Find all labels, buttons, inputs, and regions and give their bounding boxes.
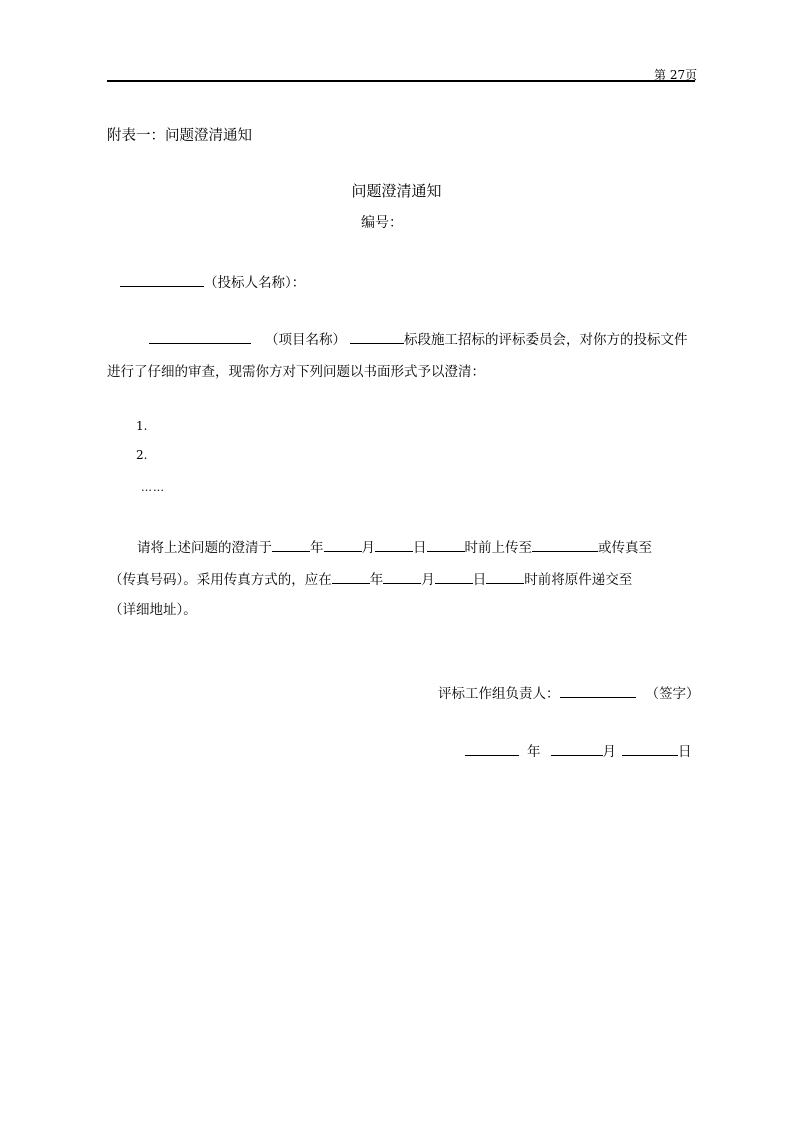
signature-line <box>438 682 700 702</box>
deadline-lead: 请将上述问题的澄清于 <box>137 540 272 556</box>
upload-destination-blank[interactable] <box>532 537 598 552</box>
question-item-1: 1. <box>136 419 148 433</box>
deliver-day-blank[interactable] <box>435 569 473 584</box>
upload-year-blank[interactable] <box>272 537 310 552</box>
bidder-name-blank[interactable] <box>120 272 204 287</box>
date-day-blank[interactable] <box>622 741 678 756</box>
day-label: 日 <box>413 540 427 556</box>
upload-month-blank[interactable] <box>324 537 362 552</box>
deadline-line-2 <box>109 568 632 588</box>
question-item-2: 2. <box>136 448 148 462</box>
deliver-hour-blank[interactable] <box>486 569 524 584</box>
month-label: 月 <box>421 572 435 588</box>
addressee-line <box>120 271 305 291</box>
deadline-line-1 <box>137 536 652 556</box>
body-line-2: 进行了仔细的审查，现需你方对下列问题以书面形式予以澄清： <box>107 364 485 380</box>
deliver-year-blank[interactable] <box>332 569 370 584</box>
section-blank[interactable] <box>350 329 404 344</box>
date-line <box>465 740 692 760</box>
date-year-blank[interactable] <box>465 741 519 756</box>
signature-sign-label: （签字） <box>645 686 700 702</box>
date-month-label: 月 <box>602 744 616 760</box>
month-label: 月 <box>361 540 375 556</box>
upload-text: 时前上传至 <box>464 540 532 556</box>
appendix-label: 附表一：问题澄清通知 <box>107 128 252 144</box>
day-label: 日 <box>472 572 487 588</box>
or-fax-text: 或传真至 <box>598 540 652 556</box>
section-text: 标段施工招标的评标委员会，对你方的投标文件 <box>404 332 688 348</box>
ellipsis: …… <box>141 481 165 494</box>
fax-number-text: （传真号码）。采用传真方式的，应在 <box>109 572 332 588</box>
addressee-suffix: （投标人名称）： <box>204 275 306 291</box>
upload-hour-blank[interactable] <box>427 537 465 552</box>
deliver-text: 时前将原件递交至 <box>524 572 633 588</box>
project-name-label: （项目名称） <box>265 332 346 348</box>
body-line-1 <box>149 328 688 348</box>
signature-blank[interactable] <box>560 683 636 698</box>
date-day-label: 日 <box>678 744 692 760</box>
deliver-month-blank[interactable] <box>383 569 421 584</box>
upload-day-blank[interactable] <box>375 537 413 552</box>
signature-label: 评标工作组负责人： <box>438 686 560 702</box>
header-rule <box>107 80 695 82</box>
year-label: 年 <box>369 572 384 588</box>
document-title: 问题澄清通知 <box>351 182 442 200</box>
serial-number-label: 编号： <box>361 215 403 231</box>
date-month-blank[interactable] <box>551 741 603 756</box>
date-year-label: 年 <box>527 744 541 760</box>
project-name-blank[interactable] <box>149 329 251 344</box>
page-number: 第 27页 <box>654 68 698 82</box>
year-label: 年 <box>310 540 324 556</box>
deadline-line-3: （详细地址）。 <box>109 602 197 618</box>
